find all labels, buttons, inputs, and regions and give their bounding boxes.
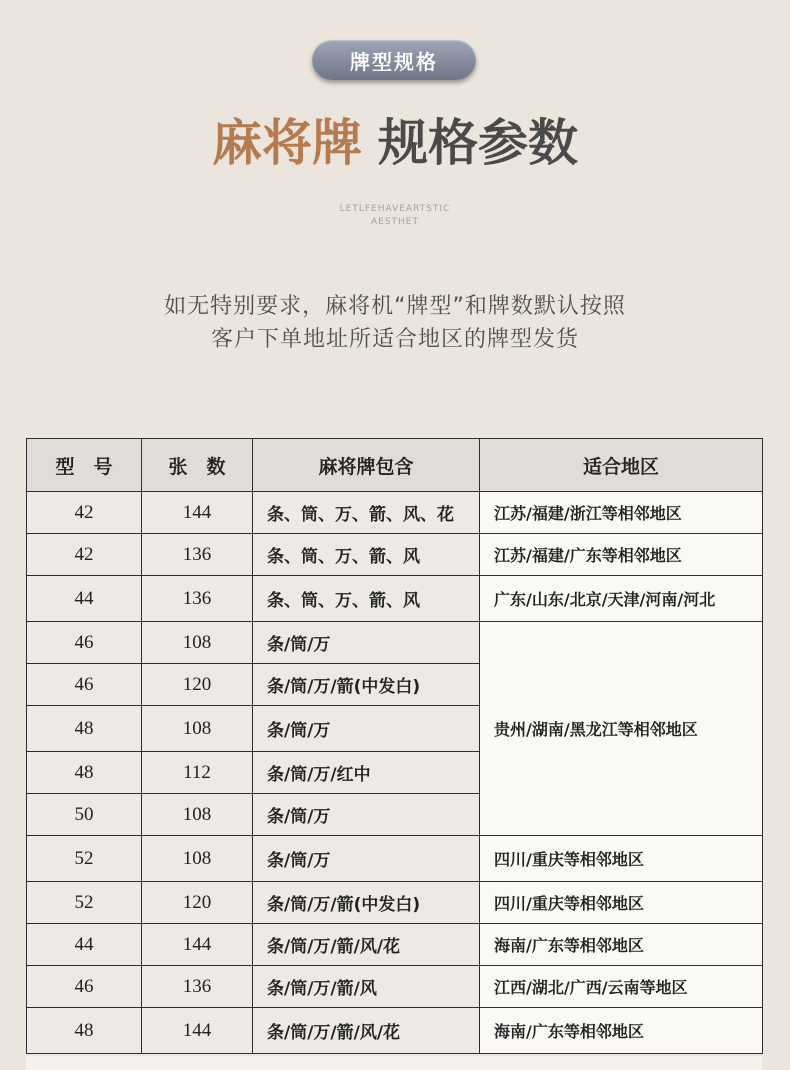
description-line-2: 客户下单地址所适合地区的牌型发货 (210, 327, 579, 352)
cell-count: 112 (142, 752, 253, 794)
table-row (27, 882, 763, 924)
cell-model: 48 (27, 1008, 142, 1054)
cell-model: 44 (27, 924, 142, 966)
cell-model: 46 (27, 622, 142, 664)
cell-model: 52 (27, 882, 142, 924)
cell-region: 江西/湖北/广西/云南等地区 (480, 966, 763, 1008)
title-part-specs: 规格参数 (378, 114, 578, 172)
cell-model: 48 (27, 706, 142, 752)
cell-count: 144 (142, 492, 253, 534)
cell-contains: 条、筒、万、箭、风、花 (253, 492, 480, 534)
table-header-row (27, 439, 763, 492)
cell-contains: 条/筒/万 (253, 794, 480, 836)
cell-count: 136 (142, 966, 253, 1008)
table-row (27, 924, 763, 966)
cell-count: 144 (142, 1008, 253, 1054)
cell-model: 52 (27, 836, 142, 882)
table-row (27, 534, 763, 576)
cell-contains: 条/筒/万/箭(中发白) (253, 882, 480, 924)
cell-contains: 条/筒/万 (253, 706, 480, 752)
english-line-2: AESTHET (370, 217, 419, 227)
cell-region: 江苏/福建/广东等相邻地区 (480, 534, 763, 576)
english-line-1: LETLFEHAVEARTSTIC (339, 204, 451, 214)
table-row (27, 1008, 763, 1054)
cell-model: 50 (27, 794, 142, 836)
cell-contains: 条/筒/万/箭/风/花 (253, 924, 480, 966)
header-contains: 麻将牌包含 (253, 439, 480, 492)
cell-contains: 条/筒/万/箭(中发白) (253, 664, 480, 706)
description-line-1: 如无特别要求，麻将机“牌型”和牌数默认按照 (164, 294, 626, 319)
cell-count: 108 (142, 622, 253, 664)
cell-region-merged: 贵州/湖南/黑龙江等相邻地区 (480, 622, 763, 836)
cell-model: 44 (27, 576, 142, 622)
cell-count: 120 (142, 664, 253, 706)
cell-contains: 条/筒/万/箭/风 (253, 966, 480, 1008)
cell-count: 144 (142, 924, 253, 966)
cell-contains: 条、筒、万、箭、风 (253, 534, 480, 576)
cell-region: 江苏/福建/浙江等相邻地区 (480, 492, 763, 534)
cell-count: 108 (142, 836, 253, 882)
spec-table (26, 438, 763, 1054)
cell-count: 108 (142, 794, 253, 836)
english-subtitle (0, 203, 790, 229)
title-part-mahjong: 麻将牌 (212, 114, 362, 172)
page-title (0, 108, 790, 178)
cell-region: 海南/广东等相邻地区 (480, 924, 763, 966)
cell-contains: 条/筒/万/箭/风/花 (253, 1008, 480, 1054)
table-row (27, 622, 763, 664)
bottom-strip (26, 1056, 762, 1070)
description (0, 290, 790, 356)
table-row (27, 576, 763, 622)
cell-region: 四川/重庆等相邻地区 (480, 836, 763, 882)
cell-region: 广东/山东/北京/天津/河南/河北 (480, 576, 763, 622)
cell-model: 42 (27, 492, 142, 534)
cell-count: 136 (142, 534, 253, 576)
spec-table-container (26, 438, 762, 1054)
table-row (27, 966, 763, 1008)
table-row (27, 492, 763, 534)
cell-region: 四川/重庆等相邻地区 (480, 882, 763, 924)
header-model: 型 号 (27, 439, 142, 492)
cell-contains: 条/筒/万 (253, 836, 480, 882)
table-row (27, 836, 763, 882)
header-region: 适合地区 (480, 439, 763, 492)
cell-count: 136 (142, 576, 253, 622)
cell-region: 海南/广东等相邻地区 (480, 1008, 763, 1054)
cell-count: 120 (142, 882, 253, 924)
spec-badge: 牌型规格 (312, 40, 476, 80)
cell-contains: 条、筒、万、箭、风 (253, 576, 480, 622)
cell-model: 48 (27, 752, 142, 794)
cell-model: 46 (27, 664, 142, 706)
cell-model: 46 (27, 966, 142, 1008)
header-count: 张 数 (142, 439, 253, 492)
cell-contains: 条/筒/万/红中 (253, 752, 480, 794)
cell-count: 108 (142, 706, 253, 752)
cell-contains: 条/筒/万 (253, 622, 480, 664)
cell-model: 42 (27, 534, 142, 576)
